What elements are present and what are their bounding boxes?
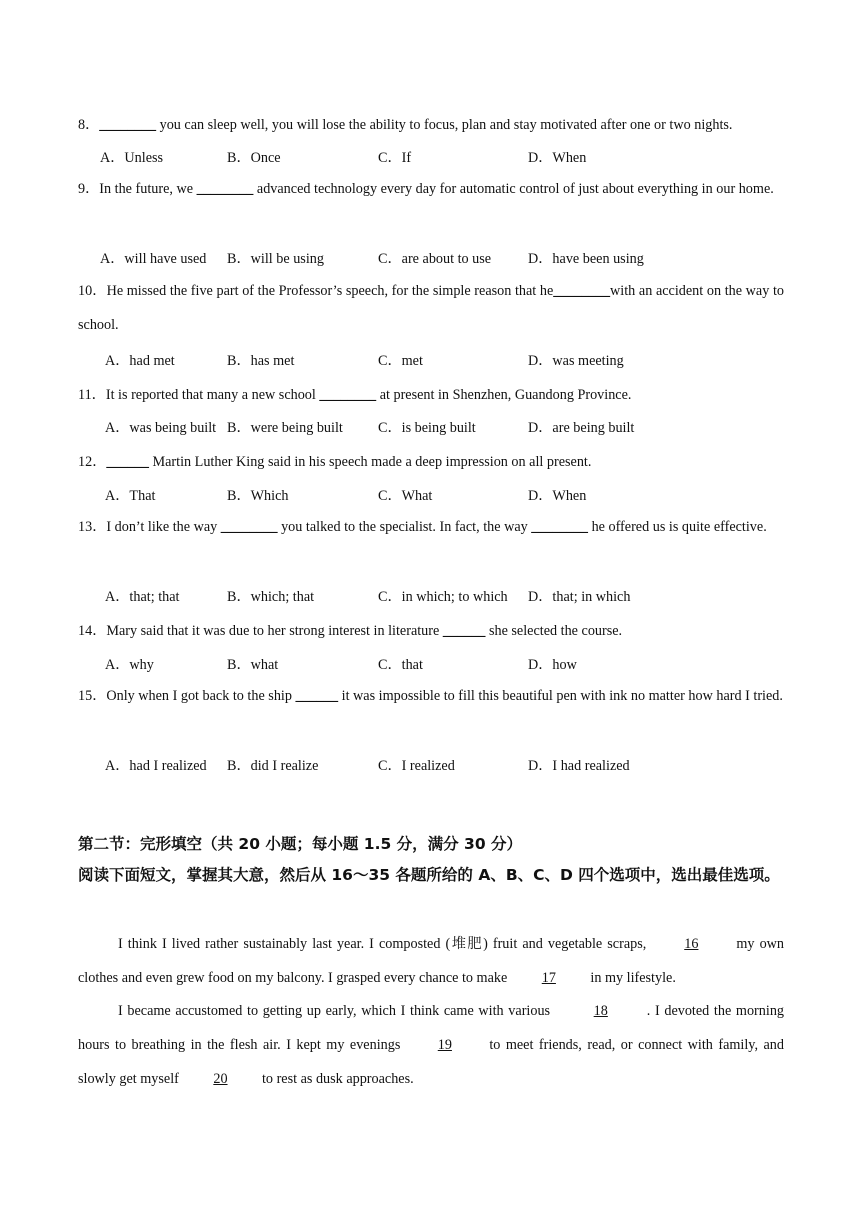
section-title-score: 1.5 <box>363 835 392 853</box>
option-b[interactable]: B．did I realize <box>227 758 319 774</box>
option-d[interactable]: D．When <box>528 150 587 166</box>
option-d[interactable]: D．was meeting <box>528 353 624 369</box>
question-number: 8． <box>78 117 100 133</box>
options-10 <box>0 350 860 370</box>
answer-blank: ________ <box>220 519 278 535</box>
passage-text: in my lifestyle. <box>586 970 676 986</box>
question-9 <box>78 172 784 206</box>
passage-text: to rest as dusk approaches. <box>258 1071 414 1087</box>
answer-blank: ______ <box>106 454 149 470</box>
question-11 <box>78 384 631 404</box>
question-text: he offered us is quite effective. <box>588 519 767 535</box>
answer-blank: ______ <box>295 688 339 704</box>
option-d[interactable]: D．I had realized <box>528 758 630 774</box>
section-title-text: 分，满分 <box>391 835 465 853</box>
question-text: with an accident on the way to school. <box>78 283 784 333</box>
question-text: at present in Shenzhen, Guandong Province. <box>376 387 632 403</box>
question-text: you can sleep well, you will lose the ability to focus, plan and stay motivated after one or two nights. <box>156 117 733 133</box>
question-text: advanced technology every day for automatic control of just about everything in our home. <box>253 181 774 197</box>
passage-text: I think I lived rather sustainably last year. I composted (堆肥) fruit and vegetable scraps, <box>118 936 652 952</box>
answer-blank: ________ <box>531 519 589 535</box>
option-b[interactable]: B．which; that <box>227 589 315 605</box>
passage-text: . I devoted the morning hours to breathing in the flesh air. I kept my evenings <box>78 1003 785 1053</box>
question-15 <box>78 679 784 713</box>
section-title-text: 第二节：完形填空（共 <box>78 835 239 853</box>
option-b[interactable]: B．has met <box>227 353 295 369</box>
options-14 <box>0 654 860 674</box>
cloze-blank-20[interactable]: 20 <box>213 1071 228 1087</box>
answer-blank: ________ <box>319 387 377 403</box>
option-c[interactable]: C．is being built <box>378 420 476 436</box>
question-text: she selected the course. <box>485 623 623 639</box>
option-a[interactable]: A．was being built <box>105 420 217 436</box>
options-9 <box>0 248 860 268</box>
option-c[interactable]: C．are about to use <box>378 251 492 267</box>
question-text: it was impossible to fill this beautiful pen with ink no matter how hard I tried. <box>338 688 783 704</box>
options-12 <box>0 485 860 505</box>
option-a[interactable]: A．Unless <box>100 150 164 166</box>
section-title-text: 分） <box>485 835 523 853</box>
section-title-count: 20 <box>238 835 260 853</box>
options-8 <box>0 147 860 167</box>
option-b[interactable]: B．will be using <box>227 251 324 267</box>
answer-blank: ________ <box>196 181 254 197</box>
question-text: 15．Only when I got back to the ship <box>78 688 296 704</box>
question-text: you talked to the specialist. In fact, the way <box>277 519 532 535</box>
option-a[interactable]: A．will have used <box>100 251 207 267</box>
option-c[interactable]: C．What <box>378 488 433 504</box>
question-text: 13．I don’t like the way <box>78 519 221 535</box>
question-10 <box>78 274 784 342</box>
section-title-total: 30 <box>464 835 486 853</box>
answer-blank: ________ <box>99 117 157 133</box>
question-13 <box>78 510 784 544</box>
section-instruction: 阅读下面短文，掌握其大意，然后从 16～35 各题所给的 A、B、C、D 四个选项中，选出最佳选项。 <box>78 866 780 884</box>
option-b[interactable]: B．Once <box>227 150 281 166</box>
options-11 <box>0 417 860 437</box>
options-13 <box>0 586 860 606</box>
option-d[interactable]: D．are being built <box>528 420 635 436</box>
question-14 <box>78 620 622 640</box>
option-d[interactable]: D．have been using <box>528 251 644 267</box>
question-8 <box>78 114 732 134</box>
question-text: 10．He missed the five part of the Professor’s speech, for the simple reason that he <box>78 283 554 299</box>
cloze-blank-18[interactable]: 18 <box>593 1003 608 1019</box>
cloze-blank-16[interactable]: 16 <box>684 936 699 952</box>
passage-paragraph-1 <box>78 927 784 995</box>
cloze-blank-19[interactable]: 19 <box>437 1037 452 1053</box>
passage-paragraph-2 <box>78 994 784 1096</box>
option-b[interactable]: B．Which <box>227 488 289 504</box>
option-c[interactable]: C．met <box>378 353 423 369</box>
option-a[interactable]: A．why <box>105 657 154 673</box>
answer-blank: ________ <box>553 283 611 299</box>
section-title <box>78 832 522 854</box>
question-text: Martin Luther King said in his speech made a deep impression on all present. <box>148 454 592 470</box>
cloze-blank-17[interactable]: 17 <box>541 970 556 986</box>
passage-text: to meet friends, read, or connect with family, and slowly get myself <box>78 1037 784 1087</box>
option-a[interactable]: A．That <box>105 488 156 504</box>
options-15 <box>0 755 860 775</box>
option-d[interactable]: D．When <box>528 488 587 504</box>
option-a[interactable]: A．that; that <box>105 589 180 605</box>
question-text: 11．It is reported that many a new school <box>78 387 320 403</box>
option-a[interactable]: A．had met <box>105 353 175 369</box>
option-c[interactable]: C．in which; to which <box>378 589 508 605</box>
option-c[interactable]: C．I realized <box>378 758 455 774</box>
passage-text: I became accustomed to getting up early, which I think came with various <box>118 1003 555 1019</box>
question-text: 14．Mary said that it was due to her strong interest in literature <box>78 623 443 639</box>
option-b[interactable]: B．were being built <box>227 420 343 436</box>
question-text: 9．In the future, we <box>78 181 197 197</box>
option-b[interactable]: B．what <box>227 657 279 673</box>
passage-text: my own clothes and even grew food on my balcony. I grasped every chance to make <box>78 936 785 986</box>
question-12 <box>78 451 591 471</box>
section-title-text: 小题；每小题 <box>259 835 364 853</box>
option-d[interactable]: D．how <box>528 657 577 673</box>
option-d[interactable]: D．that; in which <box>528 589 631 605</box>
option-a[interactable]: A．had I realized <box>105 758 207 774</box>
question-number: 12． <box>78 454 107 470</box>
option-c[interactable]: C．If <box>378 150 412 166</box>
answer-blank: ______ <box>442 623 486 639</box>
option-c[interactable]: C．that <box>378 657 423 673</box>
